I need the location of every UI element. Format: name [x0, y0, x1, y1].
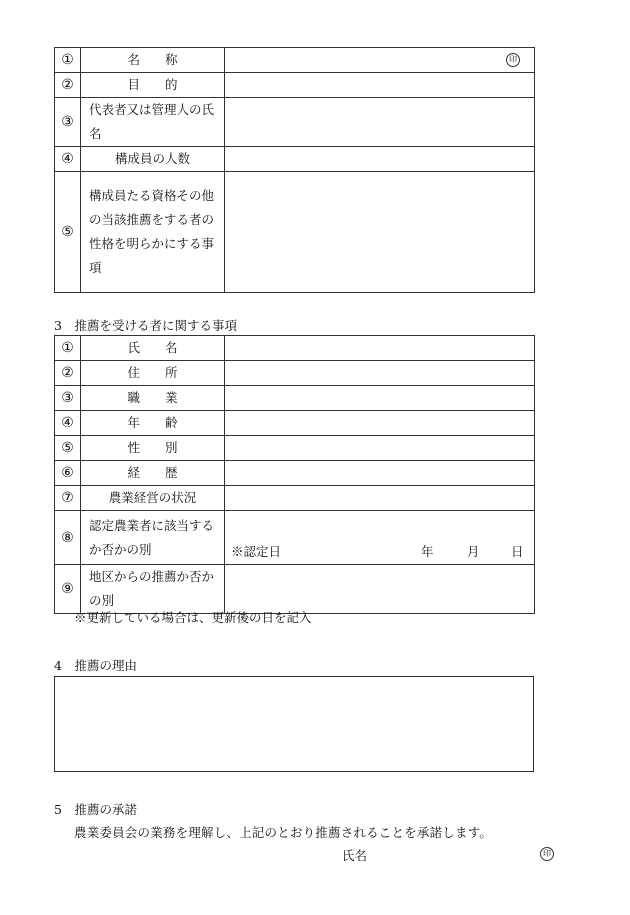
table-row — [55, 461, 535, 486]
nominee-name-field[interactable] — [225, 336, 535, 361]
row-number: ⑤ — [55, 436, 81, 461]
member-count-field[interactable] — [225, 147, 535, 172]
row-label: 認定農業者に該当するか否かの別 — [81, 511, 225, 565]
renewal-note: ※更新している場合は、更新後の日を記入 — [74, 610, 312, 625]
nominee-address-field[interactable] — [225, 361, 535, 386]
nominee-table — [54, 335, 535, 614]
row-label: 農業経営の状況 — [81, 486, 225, 511]
table-row — [55, 48, 535, 73]
nominee-sex-field[interactable] — [225, 436, 535, 461]
row-label: 年 齢 — [81, 411, 225, 436]
name-field[interactable] — [225, 48, 535, 73]
section3-title: 3 推薦を受ける者に関する事項 — [54, 318, 237, 333]
table-row — [55, 336, 535, 361]
table-row — [55, 565, 535, 614]
row-number: ① — [55, 336, 81, 361]
nominee-career-field[interactable] — [225, 461, 535, 486]
section5-title: 5 推薦の承諾 — [54, 802, 137, 817]
row-label: 代表者又は管理人の氏名 — [81, 98, 225, 147]
district-nomination-field[interactable] — [225, 565, 535, 614]
nominee-age-field[interactable] — [225, 411, 535, 436]
month-label: 月 — [467, 544, 480, 559]
farm-status-field[interactable] — [225, 486, 535, 511]
row-number: ③ — [55, 386, 81, 411]
row-number: ④ — [55, 411, 81, 436]
row-label: 地区からの推薦か否かの別 — [81, 565, 225, 614]
table-row — [55, 386, 535, 411]
row-number: ⑤ — [55, 172, 81, 293]
day-label: 日 — [511, 544, 524, 559]
row-number: ⑨ — [55, 565, 81, 614]
table-row — [55, 511, 535, 565]
member-qualification-field[interactable] — [225, 172, 535, 293]
seal-mark-icon: 印 — [540, 847, 554, 861]
row-label: 構成員の人数 — [81, 147, 225, 172]
table-row — [55, 147, 535, 172]
table-row — [55, 172, 535, 293]
row-number: ② — [55, 361, 81, 386]
table-row — [55, 486, 535, 511]
row-label: 性 別 — [81, 436, 225, 461]
seal-mark-icon: 印 — [506, 53, 520, 67]
table-row — [55, 411, 535, 436]
reason-textbox[interactable] — [54, 676, 534, 772]
row-label: 経 歴 — [81, 461, 225, 486]
certification-date-label: ※認定日 — [231, 544, 282, 559]
row-number: ① — [55, 48, 81, 73]
row-number: ④ — [55, 147, 81, 172]
row-number: ③ — [55, 98, 81, 147]
consent-statement: 農業委員会の業務を理解し、上記のとおり推薦されることを承諾します。 — [74, 825, 493, 840]
table-row — [55, 98, 535, 147]
row-number: ② — [55, 73, 81, 98]
year-label: 年 — [421, 544, 434, 559]
row-label: 住 所 — [81, 361, 225, 386]
row-label: 目 的 — [81, 73, 225, 98]
signature-name-label: 氏名 — [342, 848, 368, 863]
row-number: ⑦ — [55, 486, 81, 511]
row-label: 職 業 — [81, 386, 225, 411]
certified-farmer-field[interactable] — [225, 511, 535, 565]
section4-title: 4 推薦の理由 — [54, 658, 137, 673]
row-label: 構成員たる資格その他の当該推薦をする者の性格を明らかにする事項 — [81, 172, 225, 293]
row-label: 氏 名 — [81, 336, 225, 361]
row-number: ⑧ — [55, 511, 81, 565]
representative-field[interactable] — [225, 98, 535, 147]
table-row — [55, 436, 535, 461]
row-label: 名 称 — [81, 48, 225, 73]
applicant-org-table — [54, 47, 535, 293]
purpose-field[interactable] — [225, 73, 535, 98]
row-number: ⑥ — [55, 461, 81, 486]
nominee-occupation-field[interactable] — [225, 386, 535, 411]
table-row — [55, 73, 535, 98]
table-row — [55, 361, 535, 386]
